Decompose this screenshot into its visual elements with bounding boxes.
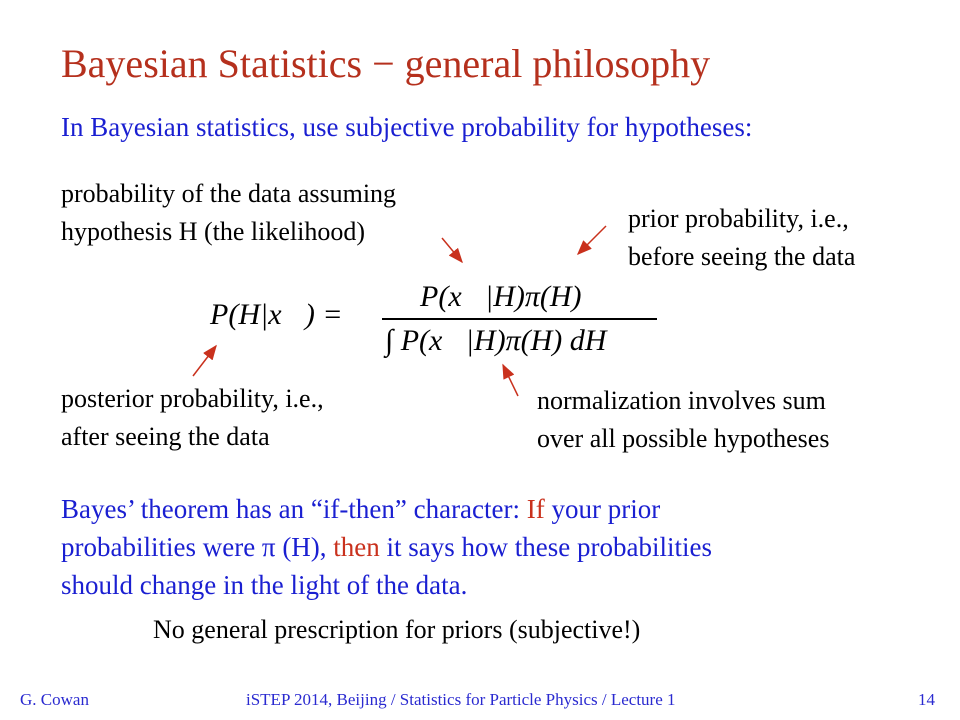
- bayes-line-2-a: probabilities were π (H),: [61, 532, 334, 562]
- no-general-prescription: No general prescription for priors (subjective!): [153, 615, 641, 644]
- posterior-note-line-2: after seeing the data: [61, 422, 270, 451]
- footer-center: iSTEP 2014, Beijing / Statistics for Particle Physics / Lecture 1: [246, 690, 676, 709]
- bayes-line-1: [61, 490, 712, 528]
- bayes-line-2-c: it says how these probabilities: [379, 532, 712, 562]
- bayes-then: then: [333, 532, 380, 562]
- footer-page-number: 14: [918, 690, 935, 709]
- likelihood-note-line-1: probability of the data assuming: [61, 179, 397, 208]
- equation-lhs: P(H|x⃗) =: [210, 298, 343, 331]
- bayes-line-2: [61, 528, 712, 566]
- footer-author: G. Cowan: [20, 690, 89, 709]
- bayes-line-1-c: your prior: [544, 494, 661, 524]
- prior-arrow: [578, 226, 606, 254]
- slide-title: Bayesian Statistics − general philosophy: [61, 41, 711, 86]
- bayes-paragraph: [61, 490, 712, 604]
- bayes-line-3: should change in the light of the data.: [61, 570, 468, 600]
- bayes-line-1-a: Bayes’ theorem has an “if-then” character:: [61, 494, 527, 524]
- normalization-arrow: [503, 365, 518, 396]
- intro-text: In Bayesian statistics, use subjective probability for hypotheses:: [61, 112, 753, 142]
- bayes-if: If: [526, 494, 545, 524]
- prior-note-line-1: prior probability, i.e.,: [628, 204, 849, 233]
- equation-numerator: P(x⃗|H)π(H): [420, 280, 582, 313]
- posterior-arrow: [193, 346, 216, 376]
- likelihood-arrow: [442, 238, 462, 262]
- normalization-note-line-1: normalization involves sum: [537, 386, 826, 415]
- likelihood-note-line-2: hypothesis H (the likelihood): [61, 217, 366, 246]
- prior-note-line-2: before seeing the data: [628, 242, 856, 271]
- normalization-note-line-2: over all possible hypotheses: [537, 424, 830, 453]
- equation-denominator: ∫ P(x⃗|H)π(H) dH: [385, 324, 607, 357]
- posterior-note-line-1: posterior probability, i.e.,: [61, 384, 324, 413]
